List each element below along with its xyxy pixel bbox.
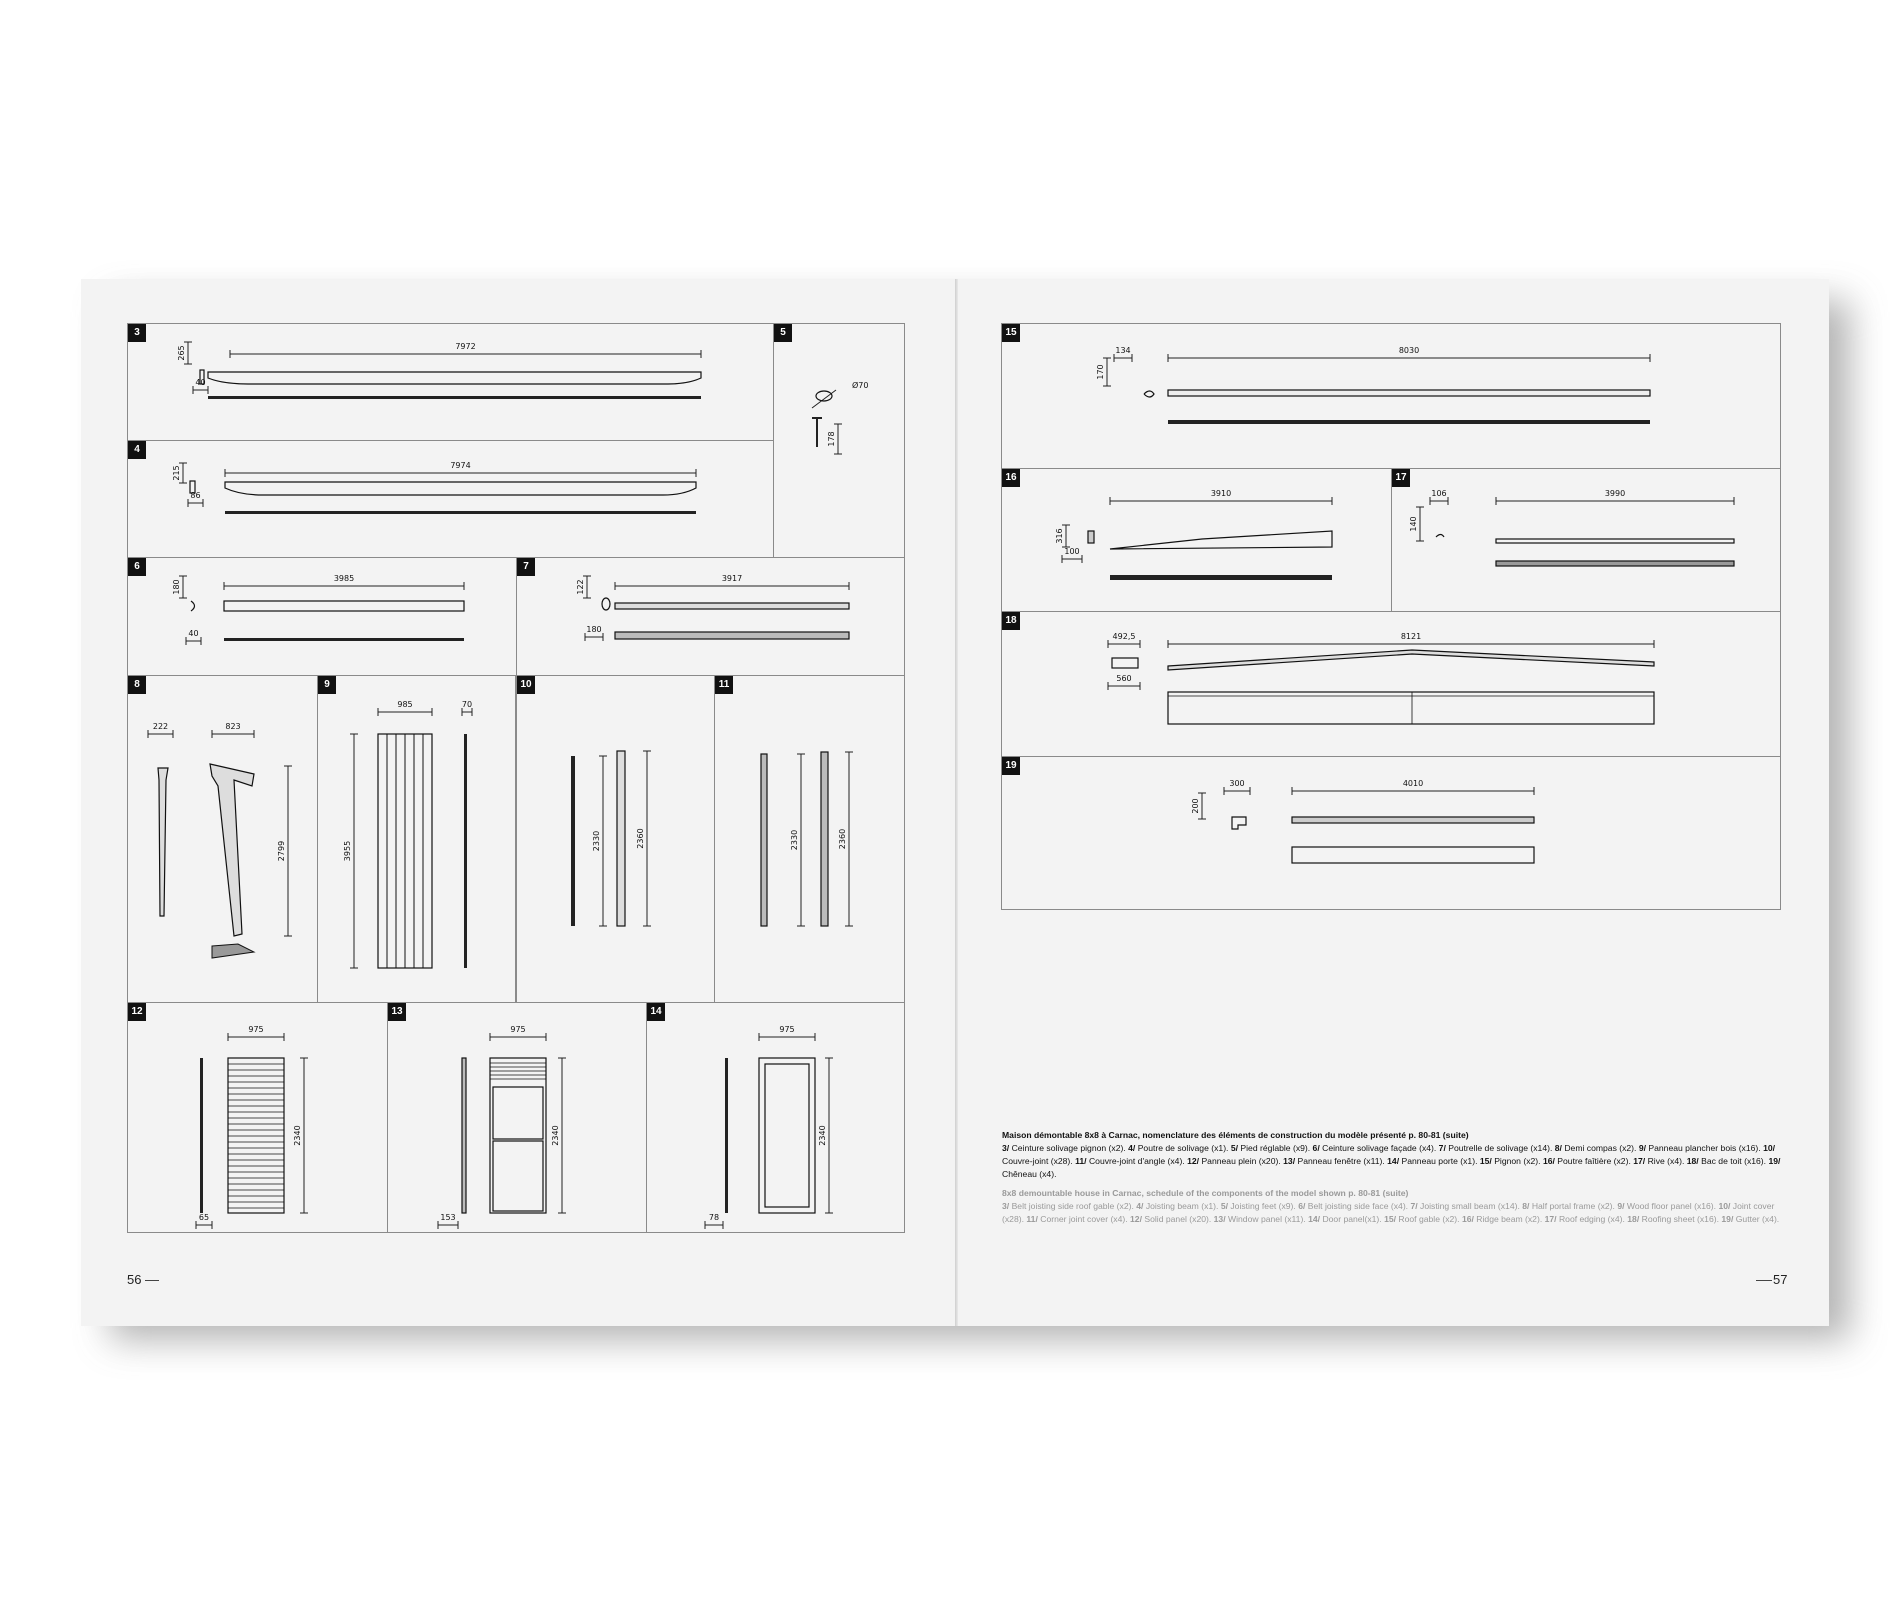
figure-panel-8 [127,675,318,1003]
fig-13-width-label: 975 [510,1025,526,1034]
caption-item-number: 6/ [1312,1143,1320,1153]
caption-item-number: 8/ [1554,1143,1562,1153]
fig-17-edging-plan [1496,561,1734,566]
fig-14-door-leaf [765,1064,809,1207]
page-number-rule-left [145,1280,159,1281]
figure-drawing-9 [318,676,517,1004]
fig-12-panel-section [200,1058,203,1213]
fig-16-width-label: 100 [1064,547,1080,556]
fig-9-panel-section [464,734,467,968]
fig-14-width-label: 975 [779,1025,795,1034]
caption-list-fr [1002,1142,1782,1181]
fig-13-height-label: 2340 [551,1125,560,1146]
fig-16-length-label: 3910 [1210,489,1232,498]
figure-drawing-5 [774,324,906,559]
figure-number: 9 [318,676,336,694]
figure-number: 7 [517,558,535,576]
figure-number: 13 [388,1003,406,1021]
caption-item-text: Window panel (x11). [1228,1214,1306,1224]
fig-6-height-label: 180 [172,579,181,595]
fig-16-section [1088,531,1094,543]
figure-drawing-12 [128,1003,389,1234]
fig-9-height-label: 3955 [343,840,352,862]
fig-15-offset-label: 134 [1115,346,1131,355]
figure-drawing-17 [1392,469,1782,613]
caption-item-text: Bac de toit (x16). [1701,1156,1767,1166]
figure-panel-19 [1001,756,1781,910]
fig-11-corner-cover-elevation [821,752,828,926]
caption-item-number: 3/ [1002,1201,1010,1211]
fig-14-door-frame [759,1058,815,1213]
figure-number: 3 [128,324,146,342]
figure-number: 18 [1002,612,1020,630]
fig-8-frame-plan [212,944,254,958]
caption-item-text: Demi compas (x2). [1564,1143,1637,1153]
fig-11-corner-cover-section [761,754,767,926]
caption-item-number: 11/ [1026,1214,1038,1224]
fig-8-frame-elevation [210,764,254,936]
fig-19-gutter-elevation [1292,817,1534,823]
caption-item-text: Couvre-joint (x28). [1002,1156,1073,1166]
caption-item-number: 4/ [1128,1143,1136,1153]
caption-item-text: Door panel(x1). [1322,1214,1382,1224]
page-number-rule-right [1756,1280,1772,1281]
fig-8-height-label: 2799 [277,840,286,862]
caption-item-number: 10/ [1718,1201,1731,1211]
figure-drawing-3 [128,324,775,442]
fig-3-height-label: 265 [177,345,186,361]
figure-drawing-15 [1002,324,1782,470]
caption-item-number: 19/ [1721,1214,1734,1224]
fig-9-width-label: 985 [397,700,413,709]
caption-item-text: Roofing sheet (x16). [1641,1214,1719,1224]
page-number-left: 56 [127,1272,142,1287]
caption-item-text: Corner joint cover (x4). [1040,1214,1128,1224]
fig-17-length-label: 3990 [1604,489,1626,498]
fig-17-edging-elevation [1496,539,1734,543]
figure-drawing-10 [517,676,716,1004]
figure-drawing-16 [1002,469,1393,613]
caption-item-text: Pied réglable (x9). [1240,1143,1311,1153]
caption-item-number: 14/ [1387,1156,1400,1166]
caption-item-number: 9/ [1638,1143,1646,1153]
caption-item-number: 5/ [1220,1201,1228,1211]
fig-8-frame-section [158,768,168,916]
fig-3-beam-plan [208,396,701,399]
figure-drawing-13 [388,1003,648,1234]
fig-5-foot-head [812,417,822,419]
figure-panel-9 [317,675,516,1003]
fig-19-length-label: 4010 [1402,779,1424,788]
fig-7-beam-elevation [615,603,849,609]
fig-6-beam-plan [224,638,464,641]
figure-panel-13 [387,1002,647,1233]
figure-number: 17 [1392,469,1410,487]
figure-drawing-14 [647,1003,906,1234]
caption-item-number: 11/ [1075,1156,1087,1166]
caption-item-text: Joisting beam (x1). [1145,1201,1219,1211]
fig-19-section [1232,817,1246,829]
figure-number: 6 [128,558,146,576]
figure-panel-7 [516,557,905,676]
caption-item-number: 17/ [1544,1214,1557,1224]
caption-item-number: 15/ [1479,1156,1492,1166]
figure-drawing-11 [715,676,906,1004]
caption-item-text: Roof edging (x4). [1558,1214,1625,1224]
fig-3-length-label: 7972 [455,342,476,351]
fig-15-gable-elevation [1168,390,1650,396]
caption-item-text: Solid panel (x20). [1144,1214,1212,1224]
figure-panel-15 [1001,323,1781,469]
fig-12-width-label: 975 [248,1025,264,1034]
fig-10-joint-cover-elevation [617,751,625,926]
fig-19-width-label: 300 [1229,779,1245,788]
figure-number: 11 [715,676,733,694]
caption-item-text: Panneau fenêtre (x11). [1297,1156,1385,1166]
fig-10-height-b-label: 2360 [636,828,645,849]
fig-14-height-label: 2340 [818,1125,827,1146]
caption-item-text: Roof gable (x2). [1398,1214,1460,1224]
fig-18-offset-label: 492,5 [1112,632,1136,641]
fig-7-width-label: 180 [586,625,602,634]
page-number-right: 57 [1773,1272,1788,1287]
caption-item-text: Panneau plein (x20). [1201,1156,1281,1166]
figure-panel-18 [1001,611,1781,757]
caption-item-text: Joisting small beam (x14). [1420,1201,1520,1211]
fig-13-window-lower [493,1141,543,1211]
caption-item-number: 6/ [1298,1201,1306,1211]
fig-14-door-section [725,1058,728,1213]
fig-7-section [602,598,610,610]
fig-8-width-label: 222 [152,722,169,731]
caption-item-number: 17/ [1633,1156,1646,1166]
figure-number: 8 [128,676,146,694]
fig-6-length-label: 3985 [333,574,355,583]
fig-18-sheet-plan [1168,692,1654,724]
caption-item-number: 3/ [1002,1143,1010,1153]
caption-item-number: 9/ [1617,1201,1625,1211]
figure-panel-14 [646,1002,905,1233]
fig-18-sheet-elevation [1168,650,1654,670]
caption-item-number: 13/ [1213,1214,1226,1224]
fig-7-height-label: 122 [576,579,585,595]
fig-18-width-label: 560 [1116,674,1132,683]
fig-17-section [1436,535,1444,538]
fig-15-length-label: 8030 [1398,346,1420,355]
caption-item-number: 12/ [1130,1214,1142,1224]
caption-item-number: 16/ [1461,1214,1474,1224]
figure-drawing-19 [1002,757,1782,911]
caption-item-text: Ridge beam (x2). [1476,1214,1543,1224]
fig-10-height-a-label: 2330 [592,830,601,852]
caption-item-text: Wood floor panel (x16). [1626,1201,1717,1211]
fig-13-thickness-label: 153 [440,1213,456,1222]
caption-item-number: 18/ [1627,1214,1640,1224]
figure-drawing-4 [128,441,775,559]
fig-14-thickness-label: 78 [708,1213,720,1222]
caption-item-number: 13/ [1283,1156,1296,1166]
fig-12-thickness-label: 65 [198,1213,210,1222]
caption-item-number: 15/ [1384,1214,1397,1224]
figure-panel-17 [1391,468,1781,612]
fig-10-joint-cover-section [571,756,575,926]
fig-15-gable-plan [1168,420,1650,424]
caption-title-fr: Maison démontable 8x8 à Carnac, nomenclature des éléments de construction du modèle présenté p. 80-81 (suite) [1002,1130,1469,1140]
caption-item-text: Belt joisting side roof gable (x2). [1011,1201,1134,1211]
figure-drawing-18 [1002,612,1782,758]
fig-4-beam-elevation [225,482,696,495]
fig-17-height-label: 140 [1409,516,1418,532]
caption-item-number: 8/ [1522,1201,1530,1211]
figure-drawing-6 [128,558,518,677]
caption-item-number: 5/ [1230,1143,1239,1153]
figure-panel-16 [1001,468,1392,612]
caption-item-text: Ceinture solivage façade (x4). [1322,1143,1437,1153]
fig-17-offset-label: 106 [1431,489,1447,498]
figure-panel-6 [127,557,517,676]
caption-title-en: 8x8 demountable house in Carnac, schedule of the components of the model shown p. 80-81 (suite) [1002,1188,1409,1198]
figure-number: 10 [517,676,535,694]
caption-item-text: Half portal frame (x2). [1531,1201,1615,1211]
caption-item-text: Ceinture solivage pignon (x2). [1011,1143,1126,1153]
fig-4-beam-plan [225,511,696,514]
caption-item-number: 7/ [1438,1143,1446,1153]
book-gutter [955,279,958,1326]
caption-item-text: Panneau plancher bois (x16). [1648,1143,1761,1153]
caption-item-text: Poutre de solivage (x1). [1137,1143,1229,1153]
caption-item-text: Gutter (x4). [1735,1214,1780,1224]
caption-item-number: 10/ [1763,1143,1776,1153]
caption-item-text: Pignon (x2). [1494,1156,1541,1166]
figure-number: 12 [128,1003,146,1021]
fig-19-height-label: 200 [1191,798,1200,814]
figure-number: 5 [774,324,792,342]
figure-drawing-7 [517,558,906,677]
component-schedule-caption [1002,1129,1782,1226]
fig-5-foot-rod [816,419,818,447]
fig-16-ridge-elevation [1110,531,1332,549]
fig-12-height-label: 2340 [293,1125,302,1146]
caption-item-number: 7/ [1410,1201,1418,1211]
caption-item-number: 18/ [1686,1156,1699,1166]
caption-item-number: 4/ [1136,1201,1144,1211]
fig-3-beam-elevation [208,372,701,384]
figure-drawing-8 [128,676,319,1004]
caption-list-en [1002,1200,1782,1226]
fig-7-length-label: 3917 [721,574,743,583]
fig-16-ridge-plan [1110,575,1332,580]
figure-panel-5 [773,323,905,558]
caption-item-number: 12/ [1187,1156,1200,1166]
caption-item-text: Poutrelle de solivage (x14). [1448,1143,1553,1153]
figure-number: 16 [1002,469,1020,487]
fig-4-length-label: 7974 [450,461,471,470]
figure-number: 4 [128,441,146,459]
fig-13-window-upper [493,1087,543,1139]
figure-number: 14 [647,1003,665,1021]
fig-5-diameter-label: Ø70 [852,381,869,390]
fig-18-section [1112,658,1138,668]
fig-8-span-label: 823 [225,722,241,731]
caption-item-number: 14/ [1308,1214,1321,1224]
fig-13-panel-elevation [490,1058,546,1213]
caption-item-text: Poutre faîtière (x2). [1557,1156,1631,1166]
caption-item-text: Joisting feet (x9). [1230,1201,1296,1211]
fig-3-width-label: 40 [195,378,206,387]
fig-15-height-label: 170 [1096,364,1105,380]
fig-16-height-label: 316 [1055,528,1064,544]
fig-6-beam-elevation [224,601,464,611]
fig-6-section [191,601,195,611]
fig-15-section [1144,391,1154,397]
caption-item-number: 16/ [1542,1156,1555,1166]
fig-5-diameter-leader [812,390,836,408]
caption-item-text: Chêneau (x4). [1002,1169,1057,1179]
fig-4-height-label: 215 [172,465,181,481]
figure-panel-12 [127,1002,388,1233]
fig-5-height-label: 178 [827,431,836,447]
fig-9-thickness-label: 70 [461,700,473,709]
fig-11-height-b-label: 2360 [838,828,847,850]
fig-6-width-label: 40 [188,629,199,638]
caption-item-text: Panneau porte (x1). [1401,1156,1478,1166]
fig-4-width-label: 86 [190,491,201,500]
caption-item-number: 19/ [1768,1156,1781,1166]
figure-number: 19 [1002,757,1020,775]
fig-18-length-label: 8121 [1400,632,1422,641]
fig-19-gutter-plan [1292,847,1534,863]
caption-item-text: Joint cover (x28). [1002,1201,1775,1224]
figure-number: 15 [1002,324,1020,342]
fig-7-beam-plan [615,632,849,639]
fig-11-height-a-label: 2330 [790,829,799,851]
figure-panel-11 [714,675,905,1003]
fig-13-panel-section [462,1058,466,1213]
figure-panel-4 [127,440,774,558]
figure-panel-10 [516,675,715,1003]
caption-item-text: Rive (x4). [1647,1156,1685,1166]
figure-panel-3 [127,323,774,441]
caption-item-text: Couvre-joint d'angle (x4). [1088,1156,1185,1166]
caption-item-text: Belt joisting side face (x4). [1307,1201,1409,1211]
